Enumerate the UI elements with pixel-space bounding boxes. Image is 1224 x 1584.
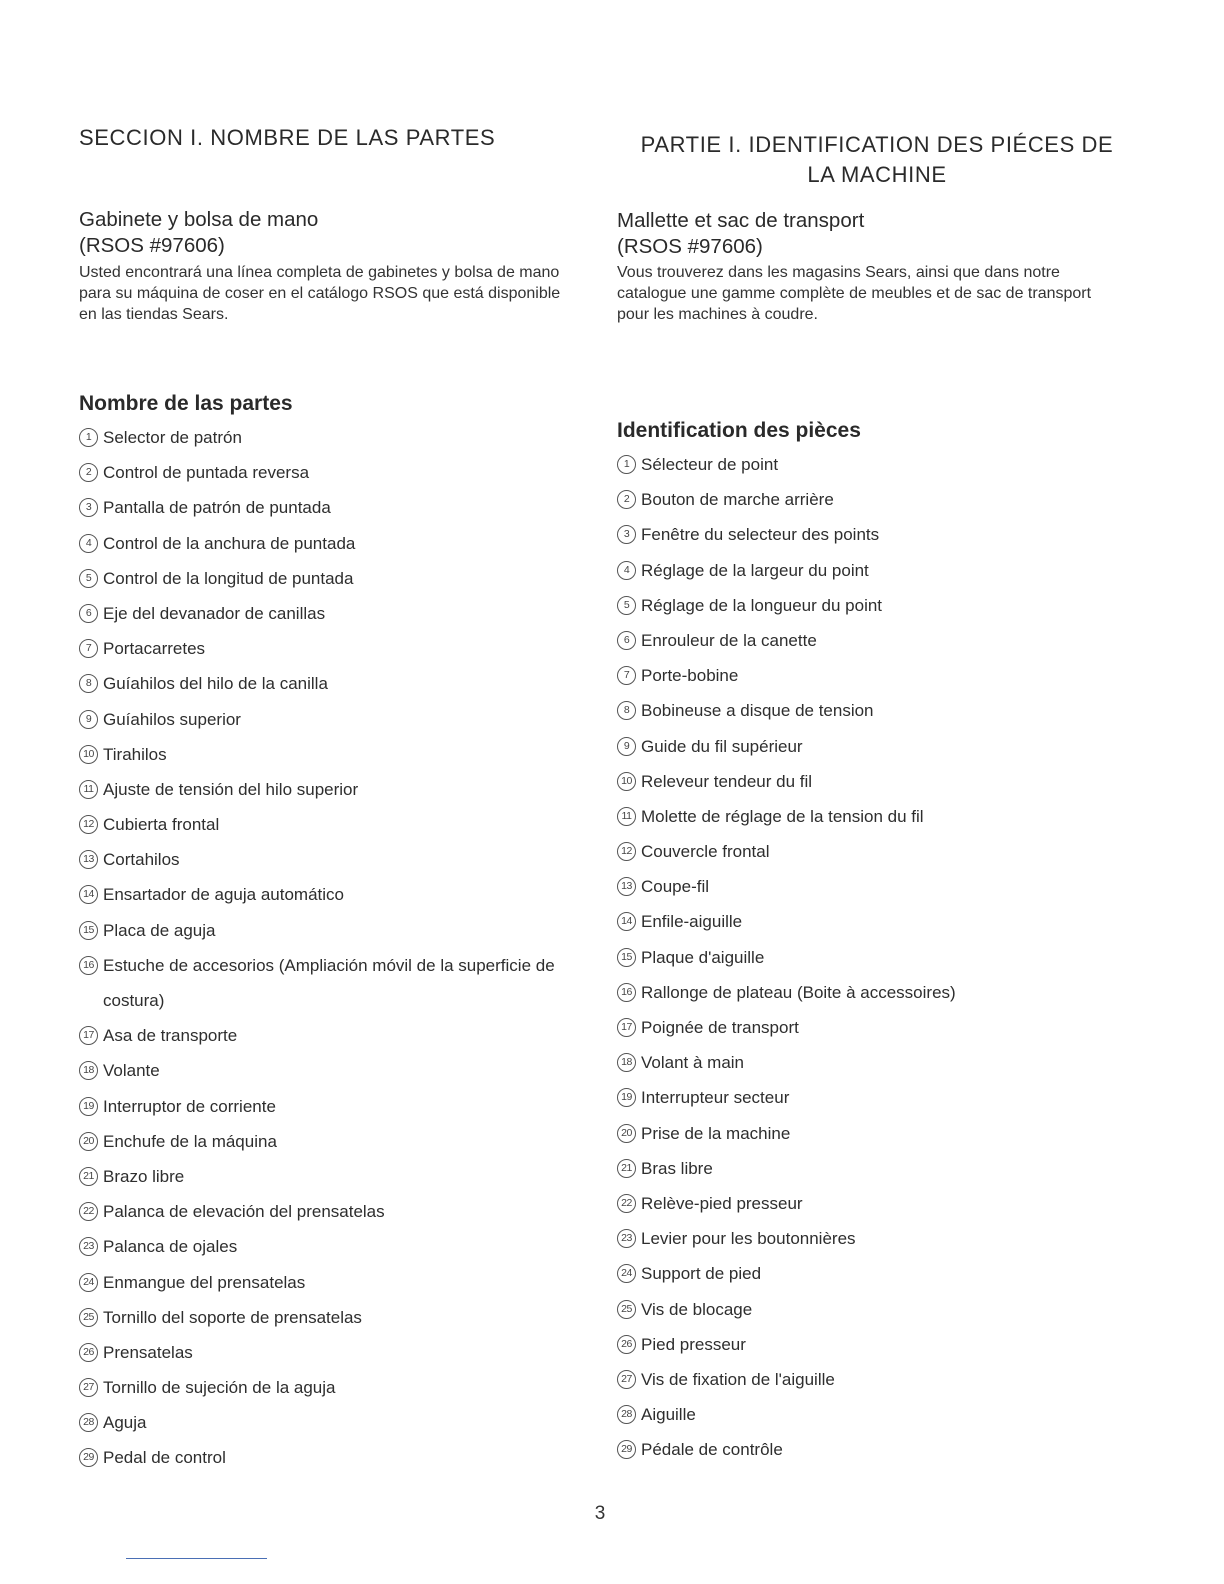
spanish-section-title: SECCION I. NOMBRE DE LAS PARTES — [79, 125, 496, 150]
spanish-part-item — [79, 1055, 563, 1090]
spanish-part-item — [79, 950, 563, 1020]
part-number-badge: 5 — [617, 596, 636, 615]
french-part-item — [617, 731, 1101, 766]
spanish-part-item — [79, 1372, 563, 1407]
part-label: Cortahilos — [103, 850, 180, 870]
part-label: Tirahilos — [103, 744, 167, 764]
part-number-badge: 2 — [617, 490, 636, 509]
french-section-title-line1: PARTIE I. IDENTIFICATION DES PIÉCES DE — [640, 132, 1114, 157]
french-part-item — [617, 1399, 1101, 1434]
french-part-item — [617, 1434, 1101, 1469]
part-label: Pédale de contrôle — [641, 1440, 783, 1460]
footer-rule — [126, 1558, 267, 1559]
part-number-badge: 23 — [617, 1229, 636, 1248]
part-label: Control de la anchura de puntada — [103, 533, 356, 553]
part-number-badge: 12 — [79, 815, 98, 834]
part-number-badge: 14 — [617, 912, 636, 931]
part-number-badge: 3 — [79, 498, 98, 517]
part-label: Molette de réglage de la tension du fil — [641, 806, 924, 826]
part-number-badge: 12 — [617, 842, 636, 861]
part-label: Couvercle frontal — [641, 842, 770, 862]
french-list-heading: Identification des pièces — [617, 419, 861, 442]
part-number-badge: 17 — [79, 1026, 98, 1045]
part-label: Guíahilos superior — [103, 709, 241, 729]
french-part-item — [617, 942, 1101, 977]
part-label: Volante — [103, 1061, 160, 1081]
part-label: Pantalla de patrón de puntada — [103, 498, 331, 518]
spanish-part-item — [79, 879, 563, 914]
part-label: Guide du fil supérieur — [641, 736, 803, 756]
part-number-badge: 9 — [617, 737, 636, 756]
part-label: Poignée de transport — [641, 1018, 799, 1037]
part-label: Tornillo del soporte de prensatelas — [103, 1307, 362, 1327]
french-part-item — [617, 1223, 1101, 1258]
spanish-part-item — [79, 457, 563, 492]
part-label: Palanca de elevación del prensatelas — [103, 1202, 385, 1222]
french-part-item — [617, 1153, 1101, 1188]
part-number-badge: 25 — [617, 1300, 636, 1319]
part-label: Guíahilos del hilo de la canilla — [103, 674, 328, 694]
part-number-badge: 28 — [617, 1405, 636, 1424]
french-part-item — [617, 871, 1101, 906]
part-number-badge: 6 — [79, 604, 98, 623]
spanish-part-item — [79, 633, 563, 668]
french-part-item — [617, 1118, 1101, 1153]
french-part-item — [617, 766, 1101, 801]
french-part-item — [617, 555, 1101, 590]
part-label: Estuche de accesorios (Ampliación móvil de la superficie de costura) — [103, 955, 555, 1011]
part-label: Bras libre — [641, 1158, 713, 1178]
part-label: Enrouleur de la canette — [641, 630, 817, 650]
part-number-badge: 22 — [617, 1194, 636, 1213]
part-number-badge: 19 — [79, 1097, 98, 1116]
part-number-badge: 21 — [617, 1159, 636, 1178]
part-number-badge: 2 — [79, 463, 98, 482]
part-label: Réglage de la largeur du point — [641, 560, 869, 580]
part-number-badge: 1 — [617, 455, 636, 474]
part-number-badge: 25 — [79, 1308, 98, 1327]
part-number-badge: 18 — [79, 1061, 98, 1080]
french-part-item — [617, 1047, 1101, 1082]
part-number-badge: 26 — [79, 1343, 98, 1362]
part-label: Control de puntada reversa — [103, 463, 310, 483]
part-number-badge: 10 — [79, 745, 98, 764]
part-number-badge: 4 — [617, 561, 636, 580]
part-number-badge: 29 — [617, 1440, 636, 1459]
part-number-badge: 27 — [617, 1370, 636, 1389]
part-number-badge: 5 — [79, 569, 98, 588]
french-part-item — [617, 449, 1101, 484]
part-number-badge: 28 — [79, 1413, 98, 1432]
part-number-badge: 19 — [617, 1088, 636, 1107]
part-number-badge: 7 — [617, 666, 636, 685]
part-number-badge: 13 — [79, 850, 98, 869]
spanish-part-item — [79, 1161, 563, 1196]
part-number-badge: 15 — [79, 921, 98, 940]
part-label: Ensartador de aguja automático — [103, 885, 344, 905]
part-label: Levier pour les boutonnières — [641, 1229, 856, 1249]
part-label: Volant à main — [641, 1053, 745, 1073]
part-label: Enmangue del prensatelas — [103, 1272, 306, 1292]
part-number-badge: 9 — [79, 710, 98, 729]
spanish-parts-list — [79, 422, 563, 1478]
part-label: Cubierta frontal — [103, 815, 220, 835]
spanish-part-item — [79, 1337, 563, 1372]
french-part-item — [617, 695, 1101, 730]
spanish-part-item — [79, 668, 563, 703]
part-number-badge: 22 — [79, 1202, 98, 1221]
french-part-item — [617, 1329, 1101, 1364]
part-number-badge: 17 — [617, 1018, 636, 1037]
spanish-part-item — [79, 1442, 563, 1477]
french-part-item — [617, 836, 1101, 871]
part-label: Vis de blocage — [641, 1299, 753, 1319]
part-number-badge: 14 — [79, 885, 98, 904]
part-number-badge: 13 — [617, 877, 636, 896]
spanish-part-item — [79, 598, 563, 633]
part-label: Palanca de ojales — [103, 1237, 238, 1257]
spanish-part-item — [79, 492, 563, 527]
part-number-badge: 1 — [79, 428, 98, 447]
part-label: Support de pied — [641, 1264, 762, 1284]
spanish-part-item — [79, 528, 563, 563]
part-label: Selector de patrón — [103, 428, 242, 447]
part-label: Fenêtre du selecteur des points — [641, 525, 880, 545]
part-label: Brazo libre — [103, 1166, 185, 1186]
french-part-item — [617, 625, 1101, 660]
spanish-case-title: Gabinete y bolsa de mano — [79, 208, 319, 231]
part-number-badge: 8 — [617, 701, 636, 720]
french-case-title: Mallette et sac de transport — [617, 209, 865, 232]
part-label: Porte-bobine — [641, 666, 739, 686]
part-label: Réglage de la longueur du point — [641, 595, 883, 615]
spanish-case-code: (RSOS #97606) — [79, 234, 225, 257]
french-part-item — [617, 1364, 1101, 1399]
spanish-list-heading: Nombre de las partes — [79, 392, 293, 415]
part-label: Control de la longitud de puntada — [103, 568, 354, 588]
part-number-badge: 23 — [79, 1237, 98, 1256]
part-label: Pedal de control — [103, 1448, 226, 1468]
french-case-code: (RSOS #97606) — [617, 235, 763, 258]
french-part-item — [617, 801, 1101, 836]
part-label: Enfile-aiguille — [641, 912, 743, 932]
part-label: Bobineuse a disque de tension — [641, 701, 874, 721]
part-label: Prensatelas — [103, 1342, 193, 1362]
spanish-part-item — [79, 1091, 563, 1126]
spanish-part-item — [79, 844, 563, 879]
part-number-badge: 21 — [79, 1167, 98, 1186]
spanish-part-item — [79, 1407, 563, 1442]
french-section-title — [617, 130, 1137, 190]
french-part-item — [617, 1012, 1101, 1047]
part-number-badge: 11 — [79, 780, 98, 799]
part-number-badge: 16 — [79, 956, 98, 975]
part-number-badge: 6 — [617, 631, 636, 650]
spanish-part-item — [79, 1302, 563, 1337]
part-label: Releveur tendeur du fil — [641, 771, 813, 791]
spanish-part-item — [79, 915, 563, 950]
spanish-part-item — [79, 809, 563, 844]
part-label: Relève-pied presseur — [641, 1193, 803, 1213]
part-label: Ajuste de tensión del hilo superior — [103, 779, 359, 799]
spanish-part-item — [79, 739, 563, 774]
part-number-badge: 27 — [79, 1378, 98, 1397]
part-label: Aiguille — [641, 1405, 696, 1425]
part-label: Bouton de marche arrière — [641, 490, 834, 510]
part-number-badge: 8 — [79, 674, 98, 693]
part-number-badge: 26 — [617, 1335, 636, 1354]
spanish-part-item — [79, 422, 563, 457]
part-label: Asa de transporte — [103, 1026, 238, 1046]
spanish-case-text: Usted encontrará una línea completa de gabinetes y bolsa de mano para su máquina de coser en el catálogo RSOS que está disponible en las tiendas Sears. — [79, 264, 561, 323]
french-part-item — [617, 590, 1101, 625]
spanish-part-item — [79, 1126, 563, 1161]
french-part-item — [617, 1294, 1101, 1329]
part-label: Prise de la machine — [641, 1123, 791, 1143]
spanish-part-item — [79, 563, 563, 598]
part-label: Placa de aguja — [103, 920, 216, 940]
french-parts-list — [617, 449, 1101, 1469]
part-label: Enchufe de la máquina — [103, 1131, 277, 1151]
part-label: Aguja — [103, 1413, 147, 1433]
part-label: Pied presseur — [641, 1334, 746, 1354]
part-number-badge: 15 — [617, 948, 636, 967]
spanish-part-item — [79, 1231, 563, 1266]
part-label: Portacarretes — [103, 639, 206, 659]
part-label: Interruptor de corriente — [103, 1096, 276, 1116]
spanish-part-item — [79, 704, 563, 739]
part-label: Tornillo de sujeción de la aguja — [103, 1378, 336, 1398]
part-label: Sélecteur de point — [641, 455, 779, 474]
spanish-part-item — [79, 774, 563, 809]
part-number-badge: 18 — [617, 1053, 636, 1072]
french-part-item — [617, 906, 1101, 941]
part-label: Rallonge de plateau (Boite à accessoires) — [641, 982, 956, 1002]
french-part-item — [617, 660, 1101, 695]
spanish-part-item — [79, 1196, 563, 1231]
part-label: Eje del devanador de canillas — [103, 603, 326, 623]
part-number-badge: 24 — [79, 1273, 98, 1292]
french-part-item — [617, 1188, 1101, 1223]
part-number-badge: 3 — [617, 525, 636, 544]
french-part-item — [617, 484, 1101, 519]
page-number: 3 — [594, 1503, 606, 1524]
part-number-badge: 11 — [617, 807, 636, 826]
spanish-part-item — [79, 1020, 563, 1055]
french-section-title-line2: LA MACHINE — [807, 162, 947, 187]
spanish-part-item — [79, 1267, 563, 1302]
part-label: Coupe-fil — [641, 877, 710, 897]
french-part-item — [617, 977, 1101, 1012]
part-number-badge: 4 — [79, 534, 98, 553]
part-label: Plaque d'aiguille — [641, 947, 765, 967]
part-number-badge: 29 — [79, 1448, 98, 1467]
part-label: Vis de fixation de l'aiguille — [641, 1369, 835, 1389]
part-label: Interrupteur secteur — [641, 1088, 790, 1108]
french-part-item — [617, 519, 1101, 554]
part-number-badge: 20 — [617, 1124, 636, 1143]
part-number-badge: 16 — [617, 983, 636, 1002]
part-number-badge: 20 — [79, 1132, 98, 1151]
french-case-text: Vous trouverez dans les magasins Sears, ainsi que dans notre catalogue une gamme complète de meubles et de sac de transport pour les machines à coudre. — [617, 264, 1092, 323]
part-number-badge: 10 — [617, 772, 636, 791]
french-part-item — [617, 1258, 1101, 1293]
french-part-item — [617, 1082, 1101, 1117]
part-number-badge: 7 — [79, 639, 98, 658]
part-number-badge: 24 — [617, 1264, 636, 1283]
